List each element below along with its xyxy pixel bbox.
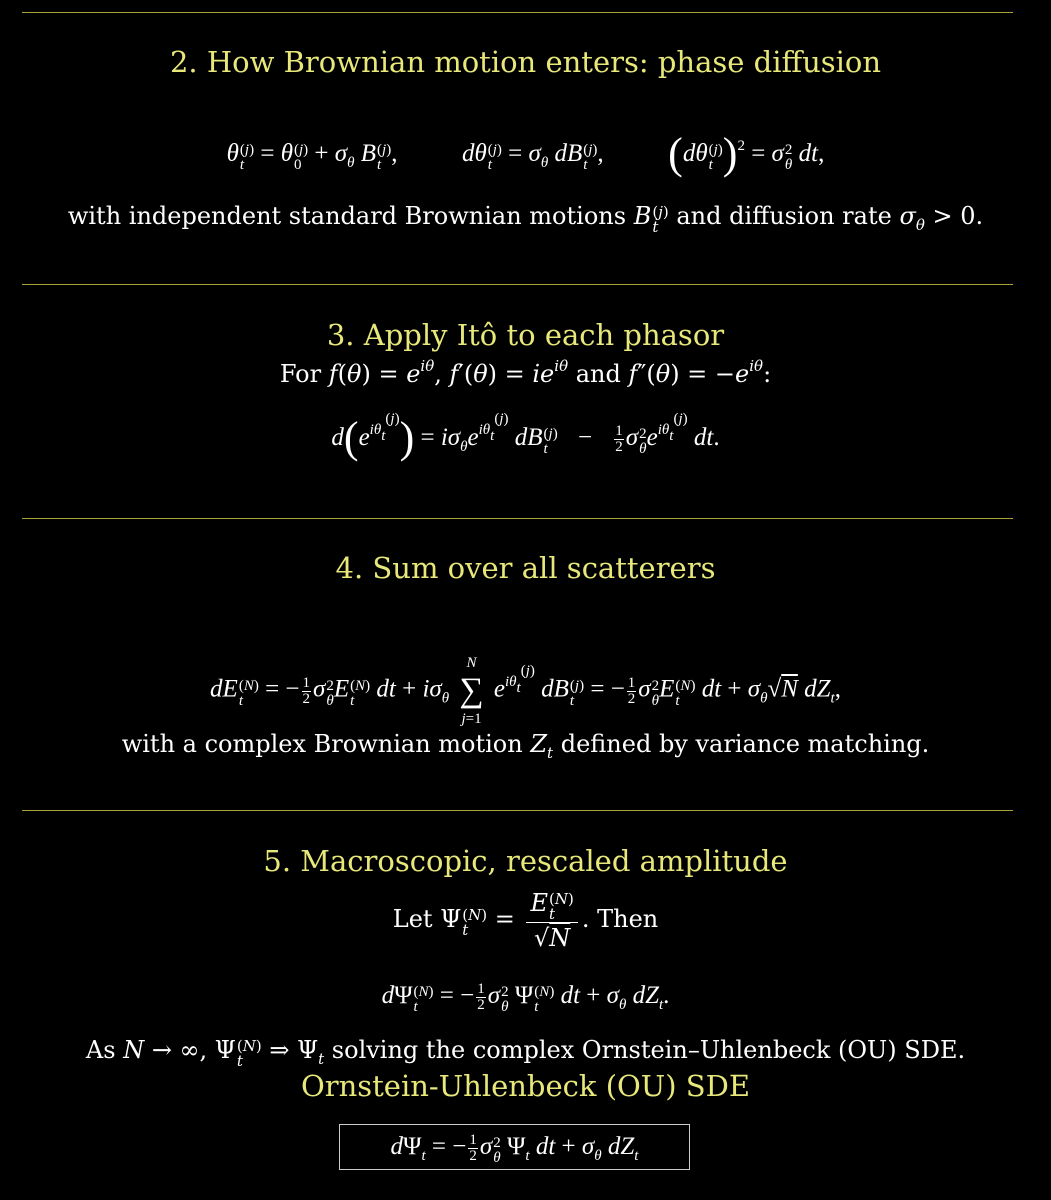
section-3-heading: 3. Apply Itô to each phasor <box>326 318 725 352</box>
section-4-heading: 4. Sum over all scatterers <box>335 551 716 585</box>
phase-diffusion-equations: θ (j) t = θ (j) 0 + $\sigma_\theta$ B (j) t , dθ (j) t = $\sigma_\theta$ dB (j) t , (dθ (j) t )$^2$ = σ 2 θ dt, <box>226 129 825 178</box>
sum-equation: dE (N) t = − $\frac{1}{2}$ σ 2 θ E (N) t dt + $i\sigma_\theta$ N ∑ j=1 $e^{i\theta_t^{(j)}}$ dB (j) t = − $\frac{1}{2}$ σ 2 θ E (N) t dt + $\sigma_\theta√N$ $dZ_t$, <box>210 655 841 727</box>
divider-1 <box>22 12 1013 13</box>
section-4-text: with a complex Brownian motion $Z_t$ defined by variance matching. <box>121 730 930 762</box>
rescale-definition: Let Ψ (N) t = E (N) t √N . Then <box>392 889 659 952</box>
section-3-intro: For $f(\theta) = e^{i\theta}$, $f'(\theta) = ie^{i\theta}$ and $f''(\theta) = -e^{i\theta}$: <box>279 357 772 388</box>
rescaled-sde: dΨ (N) t = − $\frac{1}{2}$ σ 2 θ Ψ (N) t dt + $\sigma_\theta$ $dZ_t$. <box>381 980 670 1015</box>
ou-sde-boxed-equation: $d\Psi_t$ = − $\frac{1}{2}$ σ 2 θ $\Psi_t$ dt + $\sigma_\theta$ $dZ_t$ <box>339 1124 690 1170</box>
divider-3 <box>22 518 1013 519</box>
limit-statement: As N → ∞, Ψ (N) t ⇒ $\Psi_t$ solving the complex Ornstein–Uhlenbeck (OU) SDE. <box>85 1036 966 1070</box>
section-2-heading: 2. How Brownian motion enters: phase diffusion <box>169 45 882 79</box>
ou-sde-subtitle: Ornstein-Uhlenbeck (OU) SDE <box>300 1069 751 1103</box>
divider-4 <box>22 810 1013 811</box>
section-5-heading: 5. Macroscopic, rescaled amplitude <box>263 844 788 878</box>
section-2-text: with independent standard Brownian motions B (j) t and diffusion rate $\sigma_\theta > 0$. <box>67 202 984 236</box>
divider-2 <box>22 284 1013 285</box>
ito-phasor-equation: $d(e^{i\theta_t^{(j)}}) = i\sigma_\theta e^{i\theta_t^{(j)}}$ dB (j) t − $\frac{1}{2}$ σ 2 θ $e^{i\theta_t^{(j)}}$ dt. <box>331 411 720 462</box>
